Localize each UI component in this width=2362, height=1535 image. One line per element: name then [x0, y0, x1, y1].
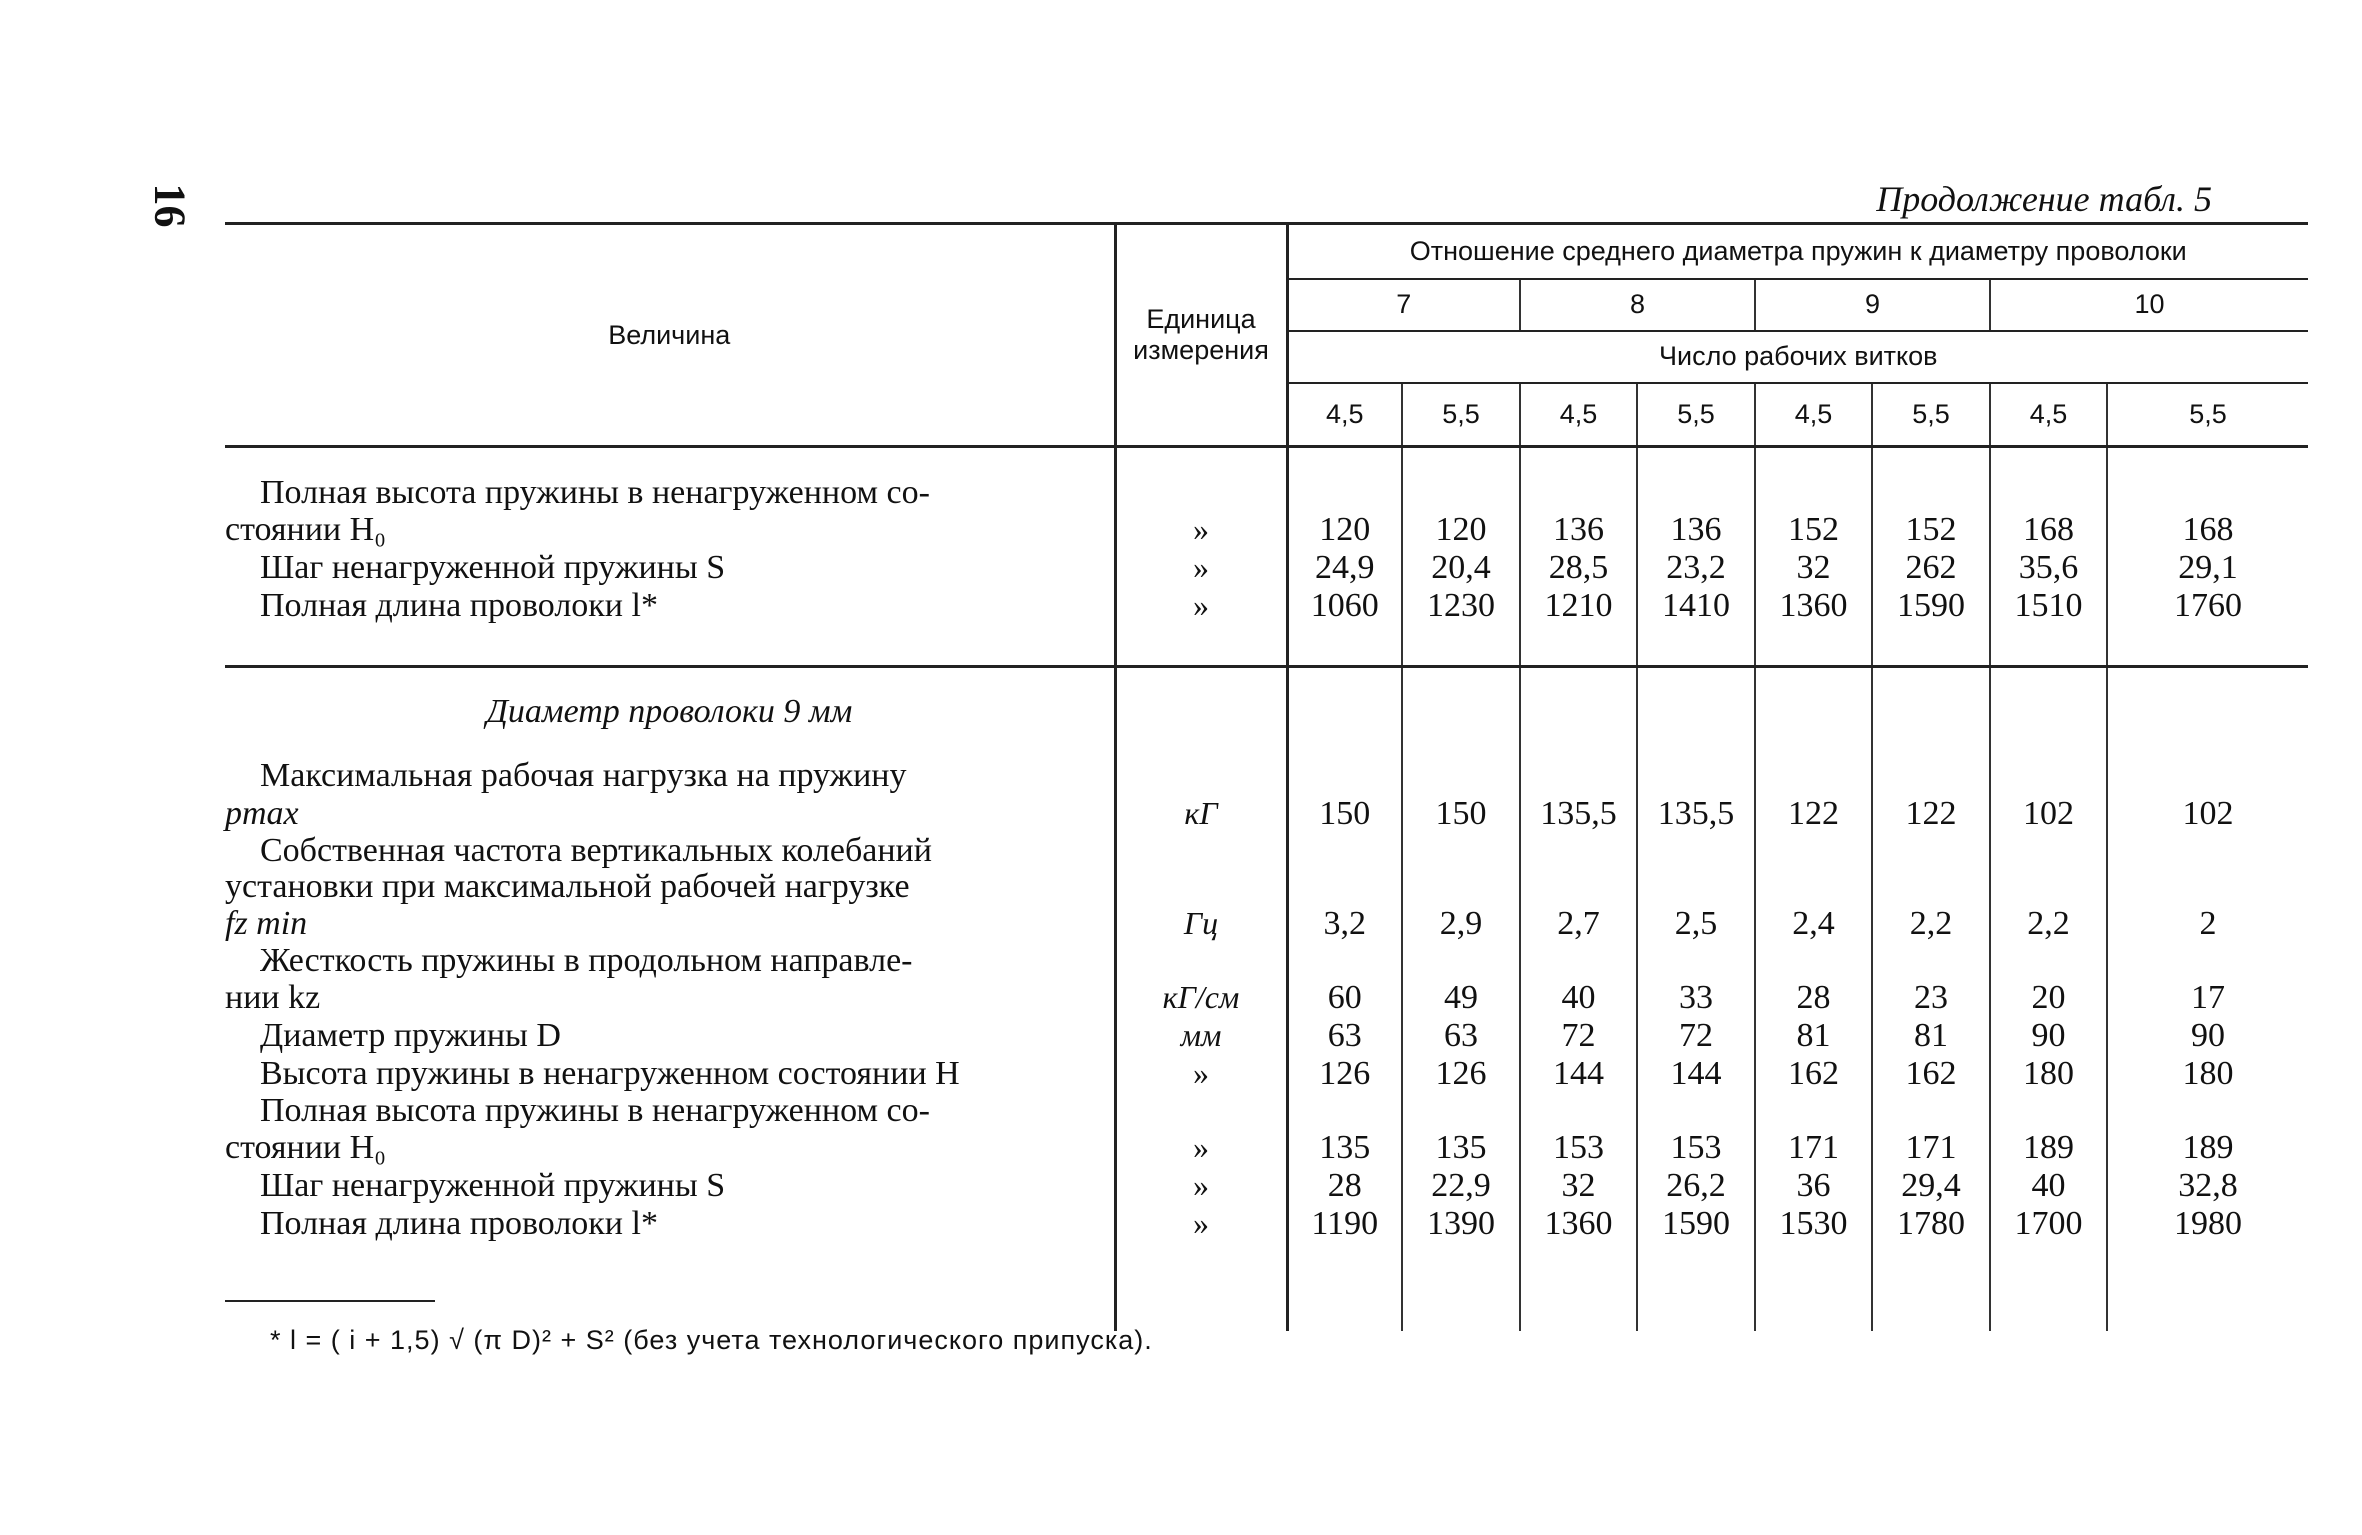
cell-value: 90 — [2107, 1017, 2308, 1055]
header-ratio-8: 8 — [1520, 279, 1755, 331]
header-turns-value: 4,5 — [1990, 383, 2107, 447]
row-name: Высота пружины в ненагруженном состоянии H — [260, 1054, 960, 1092]
cell-value: 262 — [1872, 549, 1990, 587]
cell-value: 136 — [1637, 511, 1755, 549]
row-name-cont: pmax — [225, 794, 299, 832]
cell-value: 36 — [1755, 1167, 1872, 1205]
cell-value: 1360 — [1520, 1205, 1637, 1243]
cell-value: 135,5 — [1520, 795, 1637, 833]
cell-value: 2 — [2107, 905, 2308, 943]
cell-value: 63 — [1402, 1017, 1520, 1055]
header-ratio: Отношение среднего диаметра пружин к диаметру проволоки — [1287, 224, 2308, 279]
cell-value: 1590 — [1637, 1205, 1755, 1243]
continuation-label: Продолжение табл. 5 — [1876, 179, 2212, 219]
cell-value: 168 — [2107, 511, 2308, 549]
row-unit: » — [1115, 1055, 1287, 1093]
cell-value: 1190 — [1287, 1205, 1402, 1243]
row-unit: Гц — [1115, 905, 1287, 943]
cell-value: 49 — [1402, 979, 1520, 1017]
cell-value: 144 — [1520, 1055, 1637, 1093]
header-turns: Число рабочих витков — [1287, 331, 2308, 383]
cell-value: 1410 — [1637, 587, 1755, 625]
cell-value: 126 — [1287, 1055, 1402, 1093]
cell-value: 20,4 — [1402, 549, 1520, 587]
cell-value: 122 — [1872, 795, 1990, 833]
header-turns-value: 5,5 — [1402, 383, 1520, 447]
row-name: Полная длина проволоки l* — [260, 1204, 658, 1242]
cell-value: 162 — [1755, 1055, 1872, 1093]
header-ratio-9: 9 — [1755, 279, 1990, 331]
row-unit: кГ/см — [1115, 979, 1287, 1017]
row-name: Диаметр пружины D — [260, 1016, 561, 1054]
cell-value: 135 — [1287, 1129, 1402, 1167]
cell-value: 29,4 — [1872, 1167, 1990, 1205]
cell-value: 3,2 — [1287, 905, 1402, 943]
cell-value: 2,5 — [1637, 905, 1755, 943]
cell-value: 90 — [1990, 1017, 2107, 1055]
cell-value: 135,5 — [1637, 795, 1755, 833]
cell-value: 135 — [1402, 1129, 1520, 1167]
cell-value: 60 — [1287, 979, 1402, 1017]
header-turns-value: 4,5 — [1520, 383, 1637, 447]
cell-value: 33 — [1637, 979, 1755, 1017]
row-name: Полная высота пружины в ненагруженном со- — [260, 1091, 930, 1129]
cell-value: 1510 — [1990, 587, 2107, 625]
cell-value: 23,2 — [1637, 549, 1755, 587]
cell-value: 2,7 — [1520, 905, 1637, 943]
header-quantity: Величина — [225, 224, 1115, 447]
cell-value: 1760 — [2107, 587, 2308, 625]
header-unit: Единица измерения — [1115, 224, 1287, 447]
cell-value: 1590 — [1872, 587, 1990, 625]
cell-value: 144 — [1637, 1055, 1755, 1093]
cell-value: 2,2 — [1872, 905, 1990, 943]
row-name: Полная высота пружины в ненагруженном со- — [260, 473, 930, 511]
cell-value: 29,1 — [2107, 549, 2308, 587]
cell-value: 24,9 — [1287, 549, 1402, 587]
cell-value: 162 — [1872, 1055, 1990, 1093]
footnote: * l = ( i + 1,5) √ (π D)² + S² (без учета технологического припуска). — [270, 1325, 1153, 1355]
row-name: Максимальная рабочая нагрузка на пружину — [260, 756, 907, 794]
header-ratio-10: 10 — [1990, 279, 2308, 331]
cell-value: 171 — [1755, 1129, 1872, 1167]
spring-table — [225, 222, 2308, 1331]
cell-value: 72 — [1520, 1017, 1637, 1055]
cell-value: 122 — [1755, 795, 1872, 833]
cell-value: 126 — [1402, 1055, 1520, 1093]
header-turns-value: 5,5 — [1637, 383, 1755, 447]
cell-value: 22,9 — [1402, 1167, 1520, 1205]
cell-value: 28,5 — [1520, 549, 1637, 587]
cell-value: 180 — [1990, 1055, 2107, 1093]
row-unit: » — [1115, 549, 1287, 587]
header-turns-value: 5,5 — [1872, 383, 1990, 447]
row-unit: кГ — [1115, 795, 1287, 833]
cell-value: 1700 — [1990, 1205, 2107, 1243]
cell-value: 63 — [1287, 1017, 1402, 1055]
cell-value: 1360 — [1755, 587, 1872, 625]
row-name-cont: стоянии H₀ — [225, 1128, 386, 1166]
cell-value: 180 — [2107, 1055, 2308, 1093]
row-name-cont: установки при максимальной рабочей нагрузке — [225, 867, 910, 905]
row-name-cont: стоянии H₀ — [225, 510, 386, 548]
cell-value: 32 — [1755, 549, 1872, 587]
cell-value: 40 — [1520, 979, 1637, 1017]
cell-value: 2,4 — [1755, 905, 1872, 943]
section-title: Диаметр проволоки 9 мм — [486, 693, 853, 731]
cell-value: 150 — [1402, 795, 1520, 833]
cell-value: 153 — [1637, 1129, 1755, 1167]
row-unit: » — [1115, 511, 1287, 549]
cell-value: 72 — [1637, 1017, 1755, 1055]
cell-value: 152 — [1755, 511, 1872, 549]
cell-value: 1230 — [1402, 587, 1520, 625]
cell-value: 40 — [1990, 1167, 2107, 1205]
cell-value: 81 — [1755, 1017, 1872, 1055]
row-unit: » — [1115, 1167, 1287, 1205]
row-name: Собственная частота вертикальных колебаний — [260, 831, 932, 869]
cell-value: 152 — [1872, 511, 1990, 549]
cell-value: 17 — [2107, 979, 2308, 1017]
cell-value: 20 — [1990, 979, 2107, 1017]
cell-value: 81 — [1872, 1017, 1990, 1055]
row-name-cont: нии kz — [225, 978, 321, 1016]
footnote-divider — [225, 1300, 435, 1302]
cell-value: 35,6 — [1990, 549, 2107, 587]
cell-value: 189 — [2107, 1129, 2308, 1167]
row-name: Полная длина проволоки l* — [260, 586, 658, 624]
row-name: Жесткость пружины в продольном направле- — [260, 941, 913, 979]
cell-value: 171 — [1872, 1129, 1990, 1167]
cell-value: 1390 — [1402, 1205, 1520, 1243]
cell-value: 32 — [1520, 1167, 1637, 1205]
cell-value: 28 — [1287, 1167, 1402, 1205]
row-name-cont: fz min — [225, 904, 308, 942]
cell-value: 1980 — [2107, 1205, 2308, 1243]
header-turns-value: 5,5 — [2107, 383, 2308, 447]
cell-value: 1060 — [1287, 587, 1402, 625]
cell-value: 120 — [1287, 511, 1402, 549]
cell-value: 26,2 — [1637, 1167, 1755, 1205]
row-unit: мм — [1115, 1017, 1287, 1055]
row-unit: » — [1115, 1129, 1287, 1167]
cell-value: 1530 — [1755, 1205, 1872, 1243]
row-unit: » — [1115, 1205, 1287, 1243]
header-ratio-7: 7 — [1287, 279, 1520, 331]
cell-value: 102 — [2107, 795, 2308, 833]
cell-value: 28 — [1755, 979, 1872, 1017]
cell-value: 2,2 — [1990, 905, 2107, 943]
page-number: 16 — [145, 183, 195, 228]
header-turns-value: 4,5 — [1287, 383, 1402, 447]
cell-value: 189 — [1990, 1129, 2107, 1167]
cell-value: 102 — [1990, 795, 2107, 833]
cell-value: 153 — [1520, 1129, 1637, 1167]
cell-value: 136 — [1520, 511, 1637, 549]
cell-value: 150 — [1287, 795, 1402, 833]
cell-value: 2,9 — [1402, 905, 1520, 943]
cell-value: 168 — [1990, 511, 2107, 549]
row-name: Шаг ненагруженной пружины S — [260, 548, 726, 586]
cell-value: 120 — [1402, 511, 1520, 549]
header-turns-value: 4,5 — [1755, 383, 1872, 447]
row-unit: » — [1115, 587, 1287, 625]
cell-value: 1210 — [1520, 587, 1637, 625]
cell-value: 32,8 — [2107, 1167, 2308, 1205]
row-name: Шаг ненагруженной пружины S — [260, 1166, 726, 1204]
cell-value: 23 — [1872, 979, 1990, 1017]
cell-value: 1780 — [1872, 1205, 1990, 1243]
